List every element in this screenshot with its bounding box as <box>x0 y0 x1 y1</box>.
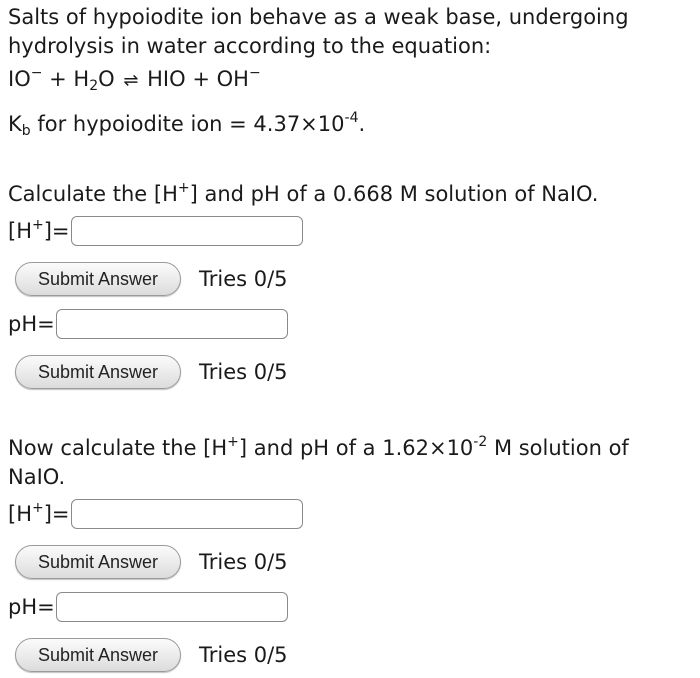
equation-product-oh: OH <box>216 67 249 91</box>
part1-h-field-row <box>8 216 303 246</box>
part2-h-input[interactable] <box>71 499 303 529</box>
part2-ph-tries: Tries 0/5 <box>199 643 288 667</box>
hydrolysis-equation <box>8 66 261 94</box>
kb-subscript: b <box>21 123 31 139</box>
kb-statement <box>8 111 365 137</box>
part2-ph-field-row <box>8 592 288 622</box>
kb-period: . <box>358 112 366 136</box>
kb-exponent: -4 <box>344 110 359 126</box>
part1-h-tries: Tries 0/5 <box>199 267 288 291</box>
part1-question-start: Calculate the [H <box>8 182 178 206</box>
part2-h-tries: Tries 0/5 <box>199 550 288 574</box>
part2-h-submit-button[interactable]: Submit Answer <box>15 545 181 579</box>
part1-h-label-charge: + <box>31 217 44 233</box>
part2-h-field-row <box>8 499 303 529</box>
equation-plus: + <box>185 67 217 91</box>
part1-question-charge: + <box>177 180 190 196</box>
equation-water-o: O <box>98 67 115 91</box>
equation-water-subscript: 2 <box>89 78 99 94</box>
part2-h-label-end: ]= <box>43 502 70 526</box>
part2-question-line-2: NaIO. <box>8 465 66 489</box>
kb-text: for hypoiodite ion = 4.37×10 <box>30 112 345 136</box>
intro-text-line-1: Salts of hypoiodite ion behave as a weak base, undergoing <box>8 5 629 29</box>
part2-question-charge: + <box>227 434 239 450</box>
equation-oh-charge: − <box>248 65 261 81</box>
equation-water-h: H <box>73 67 90 91</box>
part2-ph-submit-button[interactable]: Submit Answer <box>15 638 181 672</box>
equation-product-hio: HIO <box>147 67 186 91</box>
part2-question-middle: ] and pH of a 1.62×10 <box>238 436 474 460</box>
part2-question-exponent: -2 <box>473 434 488 450</box>
part1-h-label-start: [H <box>8 219 32 243</box>
part1-h-input[interactable] <box>71 216 303 246</box>
part2-h-label <box>8 501 70 527</box>
part1-h-label-end: ]= <box>43 219 70 243</box>
part1-ph-input[interactable] <box>56 309 288 339</box>
part2-ph-input[interactable] <box>56 592 288 622</box>
part1-question <box>8 181 598 207</box>
part1-ph-submit-row <box>15 355 288 389</box>
part2-question-start: Now calculate the [H <box>8 436 228 460</box>
intro-text-line-2: hydrolysis in water according to the equation: <box>8 34 492 58</box>
part2-question-end: M solution of <box>487 436 629 460</box>
part1-ph-tries: Tries 0/5 <box>199 360 288 384</box>
part1-h-submit-button[interactable]: Submit Answer <box>15 262 181 296</box>
part2-ph-submit-row <box>15 638 288 672</box>
part1-question-end: ] and pH of a 0.668 M solution of NaIO. <box>189 182 599 206</box>
part2-h-submit-row <box>15 545 288 579</box>
equation-io-charge: − <box>30 65 43 81</box>
part1-ph-label: pH= <box>8 312 55 336</box>
part2-ph-label: pH= <box>8 595 55 619</box>
part2-question <box>8 435 629 461</box>
part1-h-label <box>8 218 70 244</box>
part1-h-submit-row <box>15 262 288 296</box>
part1-ph-submit-button[interactable]: Submit Answer <box>15 355 181 389</box>
part2-h-label-charge: + <box>31 500 44 516</box>
kb-symbol: K <box>8 112 22 136</box>
equilibrium-arrow-icon: ⇌ <box>123 70 139 91</box>
equation-plus: + <box>42 67 74 91</box>
part1-ph-field-row <box>8 309 288 339</box>
part2-h-label-start: [H <box>8 502 32 526</box>
equation-reactant-io: IO <box>8 67 31 91</box>
